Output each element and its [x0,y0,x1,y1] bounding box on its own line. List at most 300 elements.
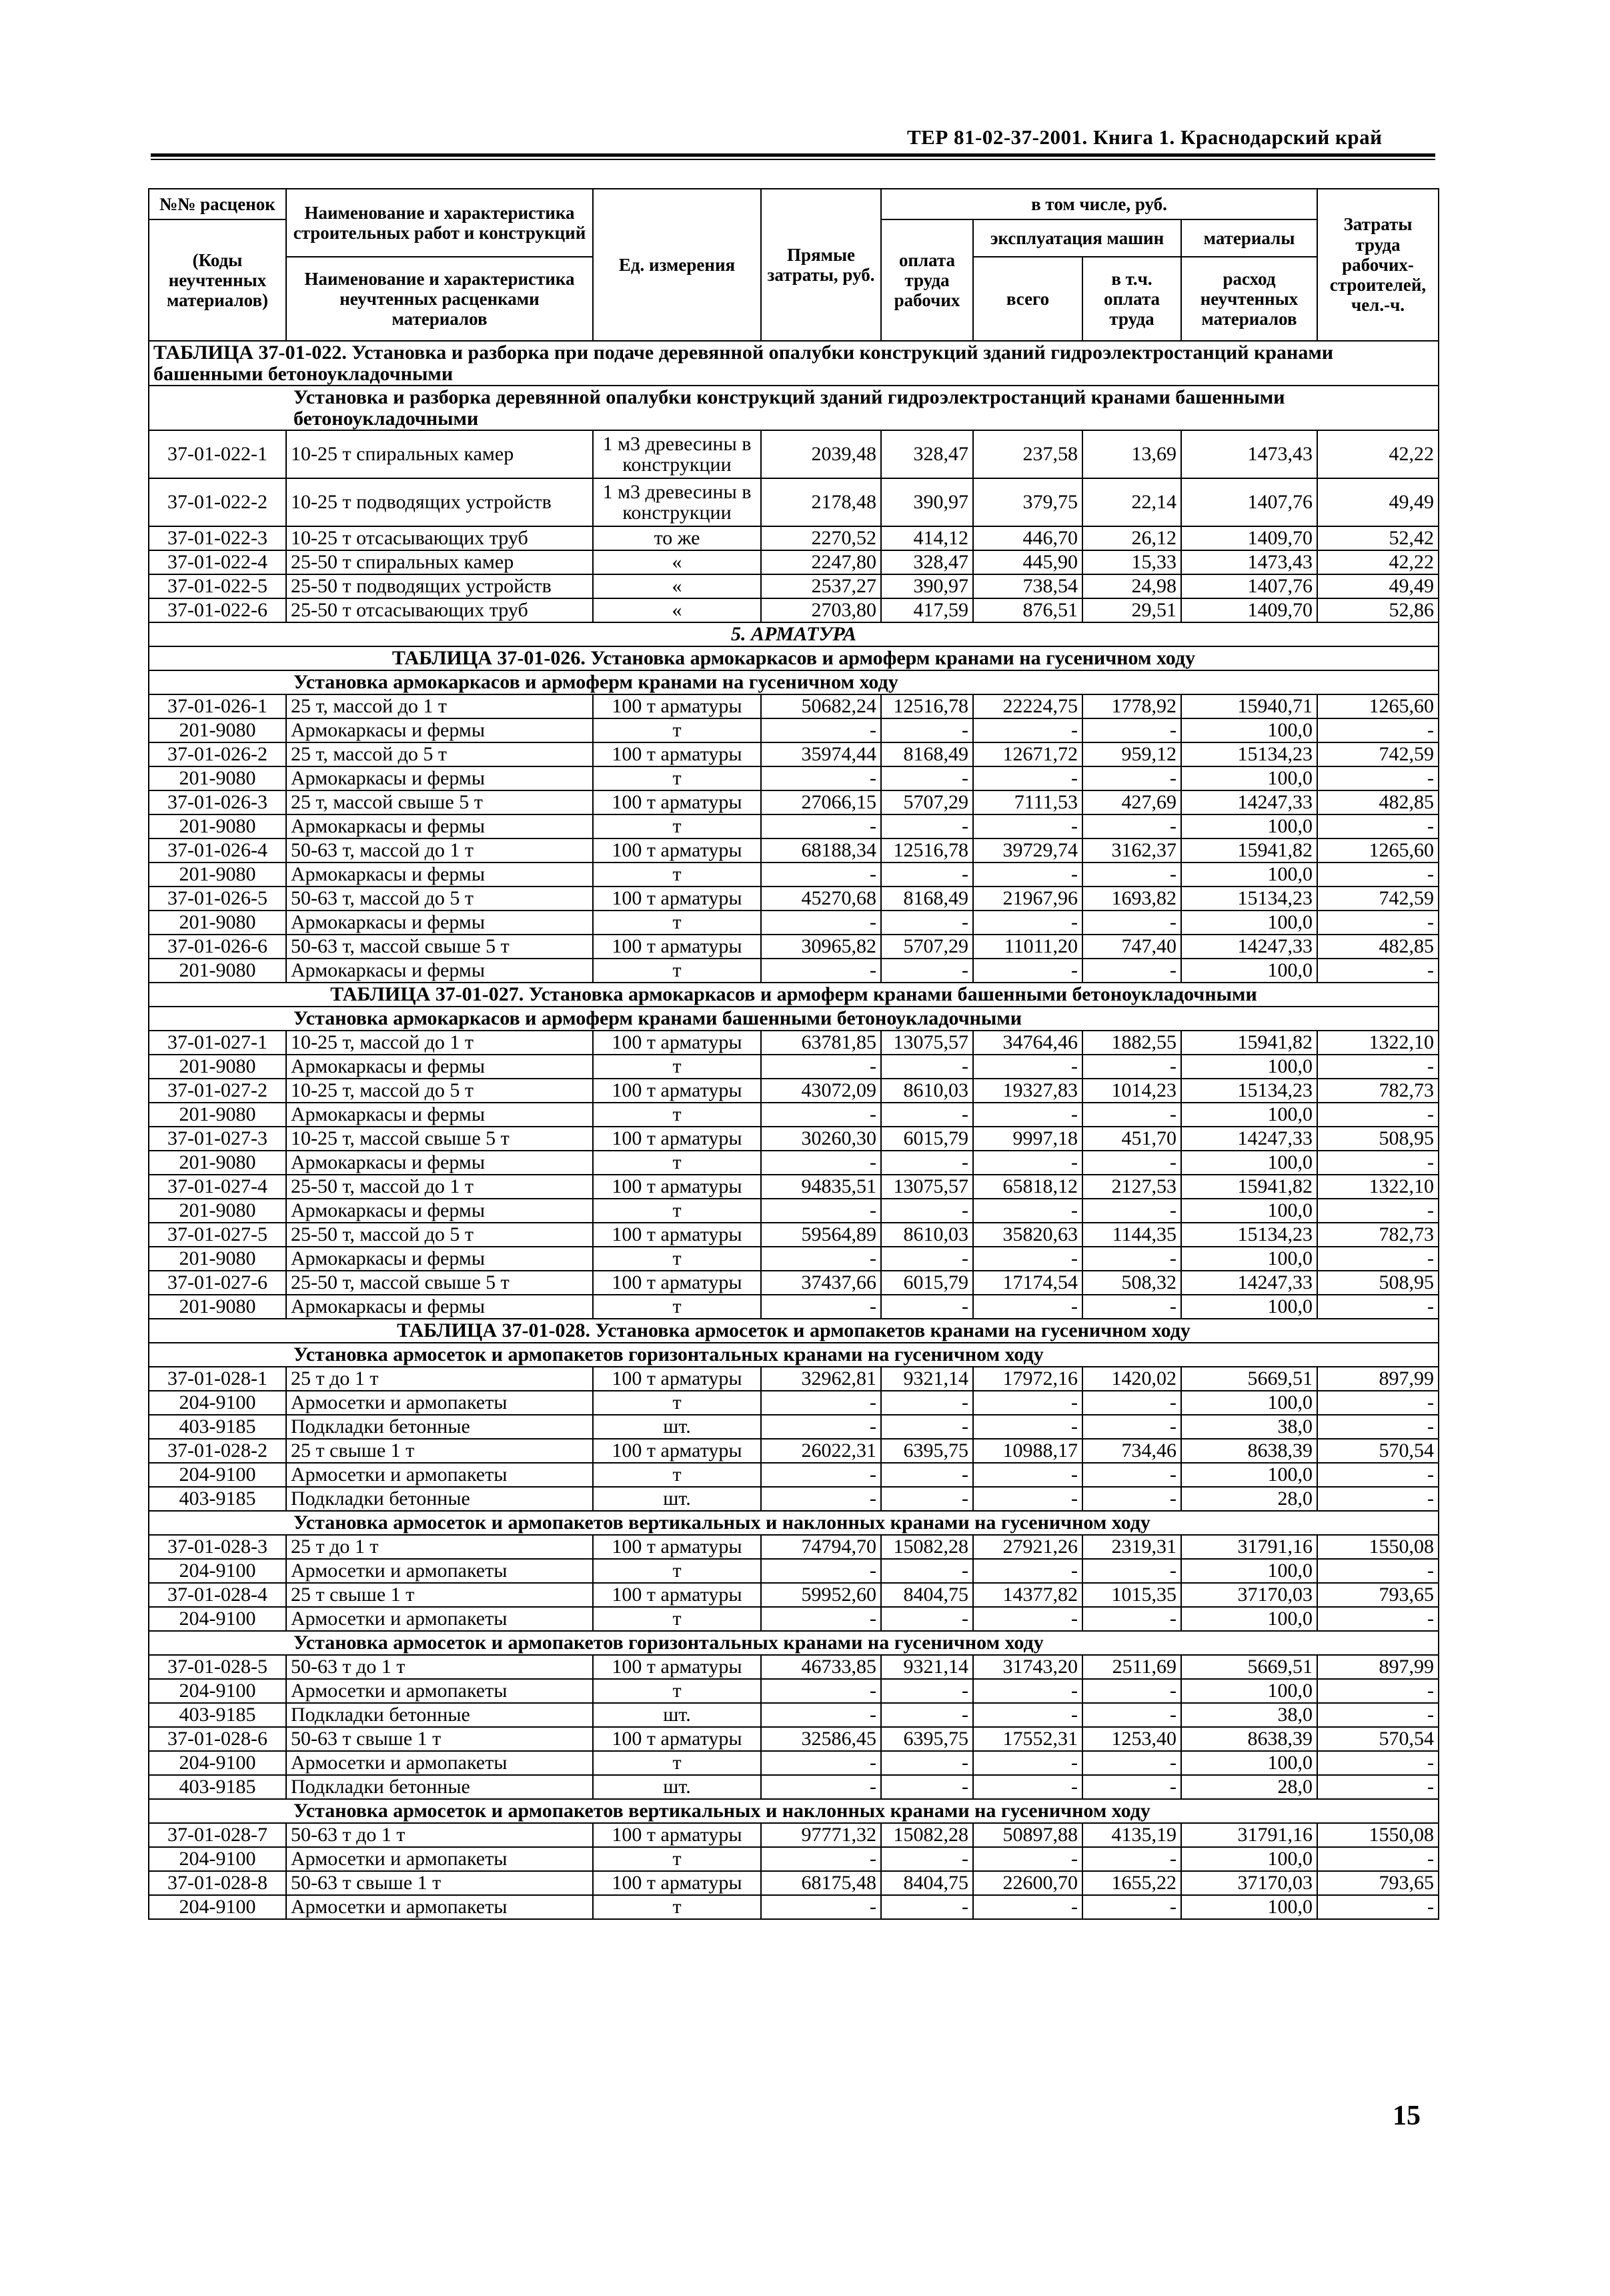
work-name-cell: Армокаркасы и фермы [286,959,593,983]
table-row [149,1607,1439,1631]
rate-code-cell: 201-9080 [149,863,286,887]
machines-wages-cell: 1144,35 [1082,1223,1181,1247]
rate-code-cell: 201-9080 [149,1247,286,1271]
machines-total-cell: 445,90 [973,550,1082,574]
direct-cost-cell: - [761,1559,881,1583]
labor-cell: 1322,10 [1317,1031,1439,1055]
col-code-top: №№ расценок [149,189,286,219]
labor-cell: - [1317,1679,1439,1703]
direct-cost-cell: 27066,15 [761,790,881,814]
rate-code-cell: 201-9080 [149,718,286,742]
subsection-title: Установка армокаркасов и армоферм кранами башенными бетоноукладочными [149,1007,1439,1031]
wages-cell: - [881,1559,973,1583]
materials-cell: 31791,16 [1181,1535,1317,1559]
labor-cell: 49,49 [1317,478,1439,526]
materials-cell: 15941,82 [1181,1175,1317,1199]
work-name-cell: 25 т, массой до 1 т [286,694,593,718]
machines-wages-cell: - [1082,814,1181,838]
subsection-title: Установка армосеток и армопакетов вертикальных и наклонных кранами на гусеничном ходу [149,1799,1439,1823]
rate-code-cell: 204-9100 [149,1607,286,1631]
work-name-cell: 25-50 т, массой до 1 т [286,1175,593,1199]
work-name-cell: Армокаркасы и фермы [286,1103,593,1127]
labor-cell: - [1317,1391,1439,1415]
machines-total-cell: 876,51 [973,598,1082,622]
machines-total-cell: - [973,814,1082,838]
direct-cost-cell: - [761,1607,881,1631]
direct-cost-cell: 30965,82 [761,935,881,959]
machines-total-cell: 17174,54 [973,1271,1082,1295]
work-name-cell: Армосетки и армопакеты [286,1607,593,1631]
labor-cell: 1265,60 [1317,838,1439,863]
table-row [149,814,1439,838]
machines-total-cell: - [973,1895,1082,1919]
machines-wages-cell: 29,51 [1082,598,1181,622]
work-name-cell: 25-50 т, массой до 5 т [286,1223,593,1247]
rate-code-cell: 37-01-028-2 [149,1439,286,1463]
machines-total-cell: - [973,1055,1082,1079]
machines-wages-cell: - [1082,1199,1181,1223]
machines-wages-cell: 451,70 [1082,1127,1181,1151]
table-row [149,1463,1439,1487]
unit-cell: 100 т арматуры [593,1583,761,1607]
machines-total-cell: - [973,1391,1082,1415]
section-title: ТАБЛИЦА 37-01-027. Установка армокаркасов и армоферм кранами башенными бетоноукладочными [149,983,1439,1007]
rate-code-cell: 37-01-028-8 [149,1871,286,1895]
wages-cell: - [881,1391,973,1415]
work-name-cell: Армокаркасы и фермы [286,766,593,790]
unit-cell: шт. [593,1487,761,1511]
machines-total-cell: - [973,1247,1082,1271]
machines-total-cell: - [973,1703,1082,1727]
machines-wages-cell: - [1082,1103,1181,1127]
rate-code-cell: 37-01-022-1 [149,430,286,478]
rate-code-cell: 37-01-028-4 [149,1583,286,1607]
table-row [149,1055,1439,1079]
wages-cell: 15082,28 [881,1823,973,1847]
unit-cell: 1 м3 древесины в конструкции [593,478,761,526]
machines-wages-cell: 1015,35 [1082,1583,1181,1607]
work-name-cell: Армокаркасы и фермы [286,814,593,838]
rate-code-cell: 37-01-026-5 [149,887,286,911]
rate-code-cell: 37-01-026-1 [149,694,286,718]
machines-total-cell: - [973,863,1082,887]
section-title: ТАБЛИЦА 37-01-028. Установка армосеток и армопакетов кранами на гусеничном ходу [149,1319,1439,1343]
work-name-cell: Армосетки и армопакеты [286,1895,593,1919]
unit-cell: т [593,959,761,983]
table-row [149,1391,1439,1415]
col-name-bottom: Наименование и характеристика неучтенных расценками материалов [286,257,593,341]
wages-cell: 8610,03 [881,1223,973,1247]
rate-code-cell: 201-9080 [149,1151,286,1175]
header-rule [151,153,1435,157]
wages-cell: 5707,29 [881,935,973,959]
machines-total-cell: 65818,12 [973,1175,1082,1199]
direct-cost-cell: 68175,48 [761,1871,881,1895]
direct-cost-cell: 2537,27 [761,574,881,598]
table-row [149,1847,1439,1871]
wages-cell: 8404,75 [881,1871,973,1895]
unit-cell: т [593,718,761,742]
direct-cost-cell: - [761,1775,881,1799]
unit-cell: 100 т арматуры [593,1031,761,1055]
subsection-row [149,1343,1439,1367]
rate-code-cell: 403-9185 [149,1775,286,1799]
machines-wages-cell: 1778,92 [1082,694,1181,718]
page-number: 15 [1393,2101,1421,2131]
col-labor: Затраты труда рабочих-строителей, чел.-ч. [1317,189,1439,341]
machines-total-cell: 22224,75 [973,694,1082,718]
labor-cell: - [1317,814,1439,838]
table-title-row [149,646,1439,670]
table-body [149,341,1439,1919]
work-name-cell: 50-63 т до 1 т [286,1823,593,1847]
work-name-cell: Армосетки и армопакеты [286,1847,593,1871]
work-name-cell: Армокаркасы и фермы [286,1247,593,1271]
direct-cost-cell: 63781,85 [761,1031,881,1055]
materials-cell: 15134,23 [1181,1223,1317,1247]
labor-cell: - [1317,1895,1439,1919]
labor-cell: 742,59 [1317,887,1439,911]
machines-total-cell: - [973,911,1082,935]
unit-cell: т [593,1607,761,1631]
machines-wages-cell: 24,98 [1082,574,1181,598]
unit-cell: 100 т арматуры [593,935,761,959]
work-name-cell: 25 т до 1 т [286,1367,593,1391]
machines-total-cell: 12671,72 [973,742,1082,766]
wages-cell: 12516,78 [881,838,973,863]
materials-cell: 100,0 [1181,863,1317,887]
table-row [149,478,1439,526]
direct-cost-cell: 45270,68 [761,887,881,911]
table-row [149,1223,1439,1247]
unit-cell: т [593,1295,761,1319]
materials-cell: 37170,03 [1181,1583,1317,1607]
table-row [149,598,1439,622]
rate-code-cell: 204-9100 [149,1559,286,1583]
work-name-cell: Армокаркасы и фермы [286,1199,593,1223]
rate-code-cell: 204-9100 [149,1895,286,1919]
direct-cost-cell: 32586,45 [761,1727,881,1751]
unit-cell: 100 т арматуры [593,1727,761,1751]
unit-cell: т [593,1847,761,1871]
col-direct: Прямые затраты, руб. [761,189,881,341]
labor-cell: 508,95 [1317,1271,1439,1295]
materials-cell: 15134,23 [1181,1079,1317,1103]
rate-code-cell: 201-9080 [149,1055,286,1079]
direct-cost-cell: - [761,1247,881,1271]
table-row [149,1583,1439,1607]
work-name-cell: Армосетки и армопакеты [286,1391,593,1415]
chapter-title: 5. АРМАТУРА [149,622,1439,646]
machines-wages-cell: 1420,02 [1082,1367,1181,1391]
work-name-cell: 10-25 т, массой до 1 т [286,1031,593,1055]
labor-cell: - [1317,1487,1439,1511]
work-name-cell: Армосетки и армопакеты [286,1679,593,1703]
wages-cell: - [881,911,973,935]
direct-cost-cell: 46733,85 [761,1655,881,1679]
rate-code-cell: 201-9080 [149,1199,286,1223]
materials-cell: 100,0 [1181,1391,1317,1415]
labor-cell: - [1317,1415,1439,1439]
col-including: в том числе, руб. [881,189,1317,219]
wages-cell: 6015,79 [881,1271,973,1295]
work-name-cell: Армокаркасы и фермы [286,1055,593,1079]
rate-code-cell: 37-01-028-6 [149,1727,286,1751]
unit-cell: 100 т арматуры [593,1175,761,1199]
machines-wages-cell: - [1082,959,1181,983]
machines-wages-cell: - [1082,1679,1181,1703]
rate-code-cell: 403-9185 [149,1415,286,1439]
subsection-title: Установка армосеток и армопакетов вертикальных и наклонных кранами на гусеничном ходу [149,1511,1439,1535]
unit-cell: « [593,598,761,622]
machines-total-cell: 10988,17 [973,1439,1082,1463]
labor-cell: 793,65 [1317,1871,1439,1895]
direct-cost-cell: 2039,48 [761,430,881,478]
wages-cell: - [881,959,973,983]
unit-cell: т [593,814,761,838]
wages-cell: 13075,57 [881,1175,973,1199]
rate-code-cell: 204-9100 [149,1463,286,1487]
materials-cell: 100,0 [1181,1199,1317,1223]
materials-cell: 15940,71 [1181,694,1317,718]
rate-code-cell: 37-01-027-5 [149,1223,286,1247]
unit-cell: « [593,574,761,598]
rates-table-container [148,188,1438,1920]
materials-cell: 8638,39 [1181,1439,1317,1463]
wages-cell: - [881,1415,973,1439]
table-row [149,718,1439,742]
work-name-cell: Армосетки и армопакеты [286,1559,593,1583]
direct-cost-cell: - [761,766,881,790]
work-name-cell: 10-25 т отсасывающих труб [286,526,593,550]
rate-code-cell: 201-9080 [149,911,286,935]
work-name-cell: Подкладки бетонные [286,1415,593,1439]
subsection-title: Установка армосеток и армопакетов горизонтальных кранами на гусеничном ходу [149,1631,1439,1655]
labor-cell: 570,54 [1317,1727,1439,1751]
col-materials: материалы [1181,219,1317,257]
wages-cell: 6395,75 [881,1727,973,1751]
labor-cell: 42,22 [1317,430,1439,478]
unit-cell: 100 т арматуры [593,1535,761,1559]
direct-cost-cell: - [761,1847,881,1871]
unit-cell: шт. [593,1415,761,1439]
materials-cell: 100,0 [1181,718,1317,742]
unit-cell: т [593,1151,761,1175]
labor-cell: 742,59 [1317,742,1439,766]
section-title: ТАБЛИЦА 37-01-022. Установка и разборка при подаче деревянной опалубки конструкций зданий гидроэлектростанций кранами башенными бетоноукладочными [149,341,1439,386]
unit-cell: т [593,1391,761,1415]
wages-cell: - [881,718,973,742]
labor-cell: 52,42 [1317,526,1439,550]
labor-cell: - [1317,959,1439,983]
table-row [149,1079,1439,1103]
work-name-cell: 25-50 т спиральных камер [286,550,593,574]
table-row [149,1199,1439,1223]
labor-cell: 1322,10 [1317,1175,1439,1199]
table-row [149,790,1439,814]
machines-wages-cell: 1882,55 [1082,1031,1181,1055]
direct-cost-cell: 94835,51 [761,1175,881,1199]
direct-cost-cell: - [761,1151,881,1175]
machines-wages-cell: - [1082,863,1181,887]
direct-cost-cell: - [761,1679,881,1703]
unit-cell: 100 т арматуры [593,887,761,911]
materials-cell: 1407,76 [1181,478,1317,526]
subsection-row [149,1511,1439,1535]
rate-code-cell: 204-9100 [149,1391,286,1415]
direct-cost-cell: - [761,1463,881,1487]
table-row [149,1871,1439,1895]
work-name-cell: 25 т свыше 1 т [286,1583,593,1607]
materials-cell: 100,0 [1181,911,1317,935]
labor-cell: 52,86 [1317,598,1439,622]
materials-cell: 14247,33 [1181,790,1317,814]
unit-cell: 100 т арматуры [593,1823,761,1847]
table-row [149,574,1439,598]
table-row [149,1151,1439,1175]
unit-cell: 100 т арматуры [593,1871,761,1895]
table-row [149,1727,1439,1751]
rate-code-cell: 37-01-027-1 [149,1031,286,1055]
direct-cost-cell: 26022,31 [761,1439,881,1463]
work-name-cell: 10-25 т, массой до 5 т [286,1079,593,1103]
wages-cell: 12516,78 [881,694,973,718]
labor-cell: 1550,08 [1317,1535,1439,1559]
machines-wages-cell: 747,40 [1082,935,1181,959]
wages-cell: - [881,1055,973,1079]
materials-cell: 1409,70 [1181,598,1317,622]
unit-cell: т [593,766,761,790]
materials-cell: 100,0 [1181,1247,1317,1271]
work-name-cell: 10-25 т, массой свыше 5 т [286,1127,593,1151]
wages-cell: 328,47 [881,550,973,574]
direct-cost-cell: - [761,1703,881,1727]
labor-cell: 793,65 [1317,1583,1439,1607]
unit-cell: 100 т арматуры [593,1367,761,1391]
labor-cell: - [1317,1151,1439,1175]
table-row [149,1559,1439,1583]
materials-cell: 14247,33 [1181,1271,1317,1295]
direct-cost-cell: - [761,814,881,838]
labor-cell: 897,99 [1317,1367,1439,1391]
materials-cell: 31791,16 [1181,1823,1317,1847]
machines-wages-cell: 3162,37 [1082,838,1181,863]
unit-cell: т [593,1559,761,1583]
unit-cell: 100 т арматуры [593,1223,761,1247]
machines-wages-cell: - [1082,1463,1181,1487]
wages-cell: 417,59 [881,598,973,622]
labor-cell: 782,73 [1317,1223,1439,1247]
machines-wages-cell: - [1082,1487,1181,1511]
labor-cell: - [1317,1199,1439,1223]
table-row [149,1535,1439,1559]
unit-cell: т [593,1679,761,1703]
table-row [149,1823,1439,1847]
work-name-cell: Армокаркасы и фермы [286,1151,593,1175]
direct-cost-cell: - [761,911,881,935]
machines-total-cell: 31743,20 [973,1655,1082,1679]
materials-cell: 100,0 [1181,1055,1317,1079]
unit-cell: 100 т арматуры [593,1127,761,1151]
table-row [149,526,1439,550]
table-title-row [149,1319,1439,1343]
machines-total-cell: 379,75 [973,478,1082,526]
materials-cell: 1473,43 [1181,550,1317,574]
unit-cell: т [593,1247,761,1271]
rate-code-cell: 201-9080 [149,1103,286,1127]
machines-total-cell: - [973,1679,1082,1703]
unit-cell: т [593,1055,761,1079]
materials-cell: 100,0 [1181,814,1317,838]
machines-wages-cell: - [1082,1055,1181,1079]
col-materials-unaccounted: расход неучтенных материалов [1181,257,1317,341]
wages-cell: 328,47 [881,430,973,478]
unit-cell: шт. [593,1775,761,1799]
rate-code-cell: 37-01-027-6 [149,1271,286,1295]
table-row [149,1175,1439,1199]
materials-cell: 8638,39 [1181,1727,1317,1751]
subsection-title: Установка армокаркасов и армоферм кранами на гусеничном ходу [149,670,1439,694]
table-row [149,694,1439,718]
machines-total-cell: 34764,46 [973,1031,1082,1055]
machines-total-cell: 11011,20 [973,935,1082,959]
labor-cell: - [1317,1703,1439,1727]
rate-code-cell: 37-01-026-4 [149,838,286,863]
materials-cell: 1473,43 [1181,430,1317,478]
materials-cell: 1409,70 [1181,526,1317,550]
materials-cell: 100,0 [1181,1607,1317,1631]
rate-code-cell: 37-01-028-5 [149,1655,286,1679]
machines-wages-cell: - [1082,1751,1181,1775]
rate-code-cell: 37-01-028-1 [149,1367,286,1391]
wages-cell: 15082,28 [881,1535,973,1559]
table-row [149,742,1439,766]
wages-cell: 8168,49 [881,742,973,766]
direct-cost-cell: 74794,70 [761,1535,881,1559]
subsection-row [149,1007,1439,1031]
wages-cell: 390,97 [881,574,973,598]
machines-wages-cell: - [1082,911,1181,935]
materials-cell: 15941,82 [1181,838,1317,863]
col-unit: Ед. измерения [593,189,761,341]
rate-code-cell: 204-9100 [149,1847,286,1871]
direct-cost-cell: - [761,1103,881,1127]
table-row [149,550,1439,574]
materials-cell: 5669,51 [1181,1655,1317,1679]
materials-cell: 1407,76 [1181,574,1317,598]
rate-code-cell: 37-01-026-2 [149,742,286,766]
rates-table [148,188,1439,1920]
direct-cost-cell: 35974,44 [761,742,881,766]
direct-cost-cell: 30260,30 [761,1127,881,1151]
materials-cell: 5669,51 [1181,1367,1317,1391]
wages-cell: - [881,766,973,790]
direct-cost-cell: 59564,89 [761,1223,881,1247]
wages-cell: - [881,1247,973,1271]
work-name-cell: 50-63 т, массой свыше 5 т [286,935,593,959]
wages-cell: 8168,49 [881,887,973,911]
machines-total-cell: - [973,1415,1082,1439]
table-row [149,1895,1439,1919]
table-row [149,1439,1439,1463]
table-title-row [149,341,1439,386]
chapter-row [149,622,1439,646]
direct-cost-cell: 37437,66 [761,1271,881,1295]
machines-wages-cell: - [1082,1559,1181,1583]
direct-cost-cell: 2247,80 [761,550,881,574]
work-name-cell: 25 т свыше 1 т [286,1439,593,1463]
machines-wages-cell: 1253,40 [1082,1727,1181,1751]
